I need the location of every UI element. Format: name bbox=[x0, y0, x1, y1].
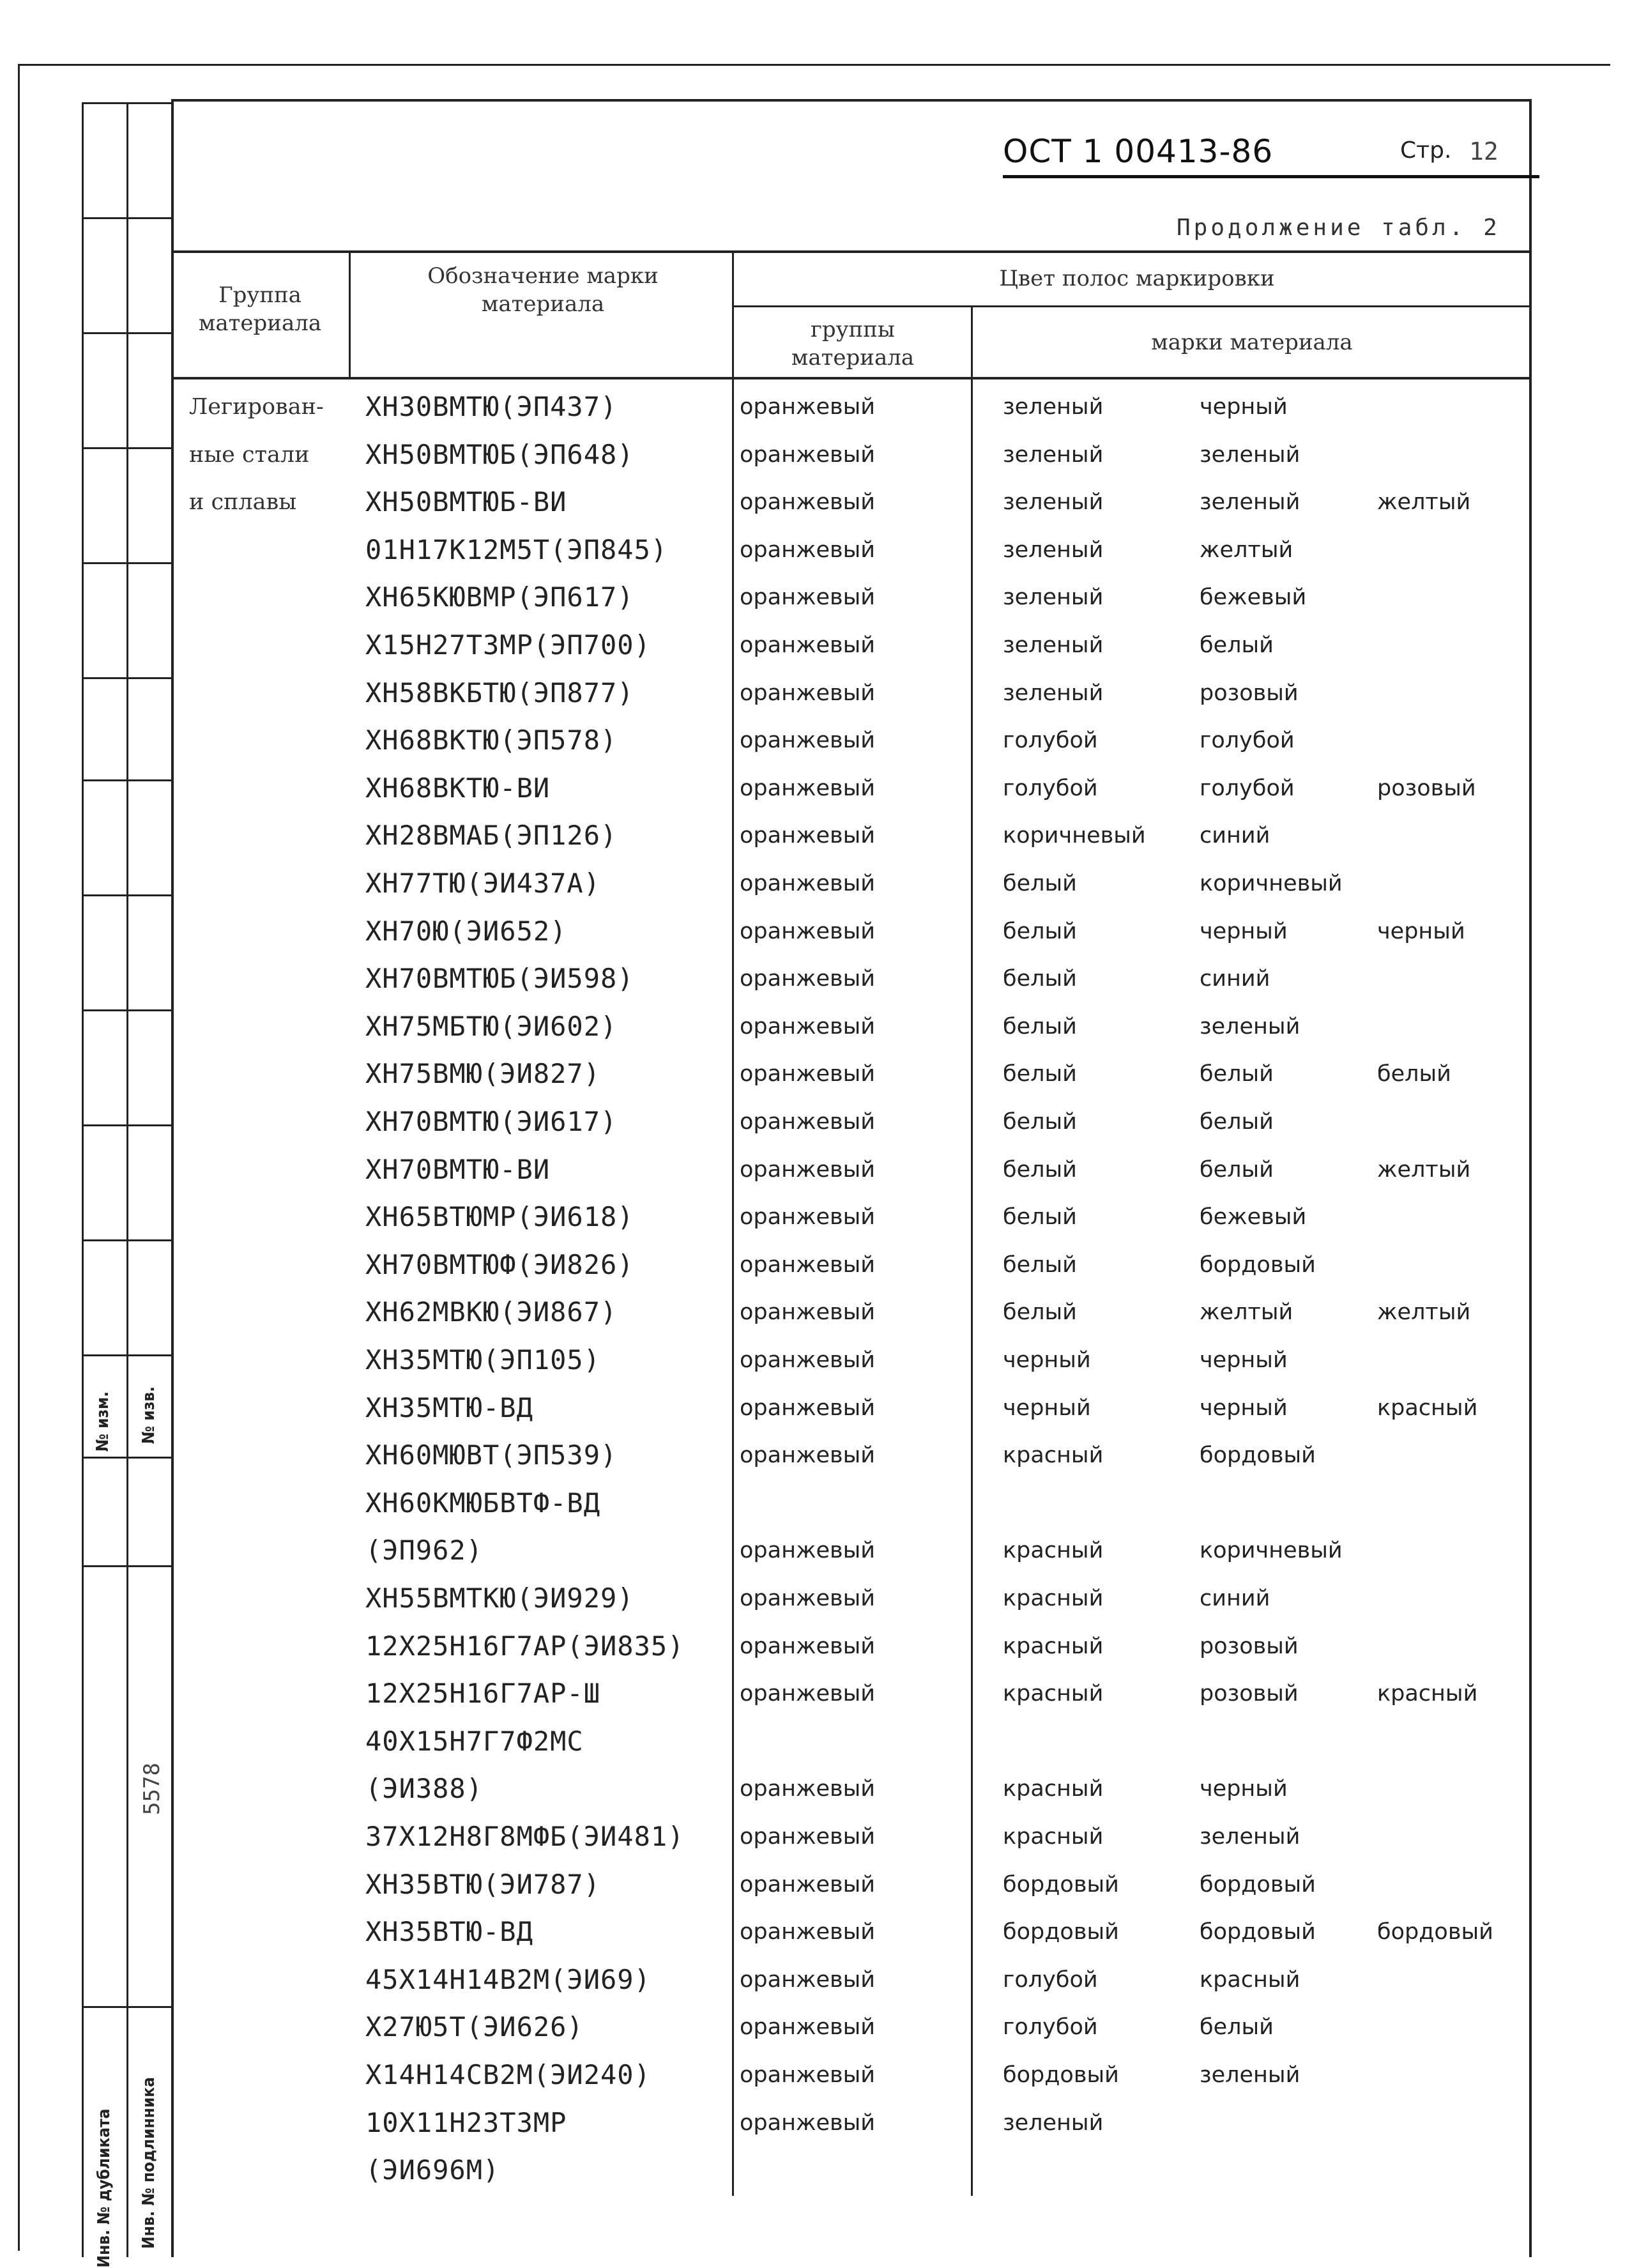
grade-color-1: красный bbox=[1003, 1586, 1104, 1611]
grade-color-2: желтый bbox=[1200, 537, 1293, 563]
grade-color-2: белый bbox=[1200, 1156, 1274, 1183]
subheader-divider bbox=[732, 305, 1532, 307]
grade-color-2: зеленый bbox=[1200, 441, 1300, 468]
group-color: оранжевый bbox=[740, 1871, 876, 1897]
grade-color-3: желтый bbox=[1377, 489, 1471, 516]
table-row bbox=[0, 1861, 1632, 1908]
header-grade-color: марки материала bbox=[1151, 330, 1353, 355]
table-row bbox=[0, 1908, 1632, 1956]
table-row bbox=[0, 1956, 1632, 2004]
table-row bbox=[0, 1480, 1632, 1527]
table-row bbox=[0, 1289, 1632, 1336]
grade-color-2: бордовый bbox=[1200, 1443, 1316, 1469]
table-row bbox=[0, 1527, 1632, 1574]
grade-color-1: красный bbox=[1003, 1776, 1104, 1802]
grade-color-3: желтый bbox=[1377, 1156, 1471, 1183]
group-color: оранжевый bbox=[740, 1633, 876, 1659]
group-color: оранжевый bbox=[740, 2014, 876, 2041]
group-color: оранжевый bbox=[740, 1347, 876, 1373]
grade-color-3: черный bbox=[1377, 918, 1465, 944]
group-color: оранжевый bbox=[740, 1586, 876, 1611]
grade-color-1: голубой bbox=[1003, 728, 1098, 754]
grade-color-1: голубой bbox=[1003, 2014, 1098, 2041]
grade-color-1: зеленый bbox=[1003, 2110, 1104, 2136]
group-color: оранжевый bbox=[740, 1776, 876, 1802]
group-color: оранжевый bbox=[740, 394, 876, 420]
page-number: 12 bbox=[1469, 137, 1499, 165]
material-grade: ХН70ВМТЮ-ВИ bbox=[365, 1153, 551, 1185]
header-underline bbox=[1003, 175, 1539, 178]
material-grade: ХН65КЮВМР(ЭП617) bbox=[365, 581, 634, 613]
group-color: оранжевый bbox=[740, 2062, 876, 2088]
table-continuation-caption: Продолжение табл. 2 bbox=[1177, 215, 1500, 241]
material-grade: 01Н17К12М5Т(ЭП845) bbox=[365, 533, 668, 565]
page-label: Стр. bbox=[1400, 137, 1452, 164]
grade-color-1: красный bbox=[1003, 1633, 1104, 1659]
grade-color-2: желтый bbox=[1200, 1299, 1293, 1326]
table-row bbox=[0, 1193, 1632, 1241]
group-color: оранжевый bbox=[740, 441, 876, 468]
grade-color-2: бордовый bbox=[1200, 1252, 1316, 1278]
grade-color-1: белый bbox=[1003, 1061, 1077, 1087]
material-grade: ХН50ВМТЮБ(ЭП648) bbox=[365, 438, 634, 470]
grade-color-2: розовый bbox=[1200, 1633, 1299, 1659]
material-grade: ХН35МТЮ-ВД bbox=[365, 1391, 533, 1423]
table-row bbox=[0, 383, 1632, 431]
grade-color-1: голубой bbox=[1003, 1966, 1098, 1993]
grade-color-1: зеленый bbox=[1003, 489, 1104, 516]
table-row bbox=[0, 526, 1632, 574]
material-grade: ХН70ВМТЮФ(ЭИ826) bbox=[365, 1248, 634, 1280]
table-row bbox=[0, 2051, 1632, 2099]
header-group: Группа материала bbox=[198, 282, 322, 336]
group-color: оранжевый bbox=[740, 1156, 876, 1183]
group-color: оранжевый bbox=[740, 680, 876, 706]
grade-color-2: розовый bbox=[1200, 680, 1299, 706]
grade-color-1: белый bbox=[1003, 1204, 1077, 1230]
table-row bbox=[0, 1813, 1632, 1860]
change-number-label: № изм. bbox=[93, 1391, 112, 1452]
grade-color-2: черный bbox=[1200, 918, 1288, 944]
grade-color-2: зеленый bbox=[1200, 1013, 1300, 1039]
table-row bbox=[0, 860, 1632, 907]
table-row bbox=[0, 1670, 1632, 1717]
grade-color-2: розовый bbox=[1200, 1681, 1299, 1707]
grade-color-1: белый bbox=[1003, 1299, 1077, 1326]
material-grade: ХН58ВКБТЮ(ЭП877) bbox=[365, 677, 634, 709]
material-grade: ХН60КМЮБВТФ-ВД bbox=[365, 1487, 601, 1519]
group-color: оранжевый bbox=[740, 728, 876, 754]
group-color: оранжевый bbox=[740, 1443, 876, 1469]
header-grade: Обозначение марки материала bbox=[427, 263, 659, 317]
grade-color-2: белый bbox=[1200, 2014, 1274, 2041]
grade-color-2: синий bbox=[1200, 823, 1270, 849]
grade-color-2: зеленый bbox=[1200, 489, 1300, 516]
group-color: оранжевый bbox=[740, 871, 876, 896]
group-color: оранжевый bbox=[740, 1061, 876, 1087]
grade-color-1: зеленый bbox=[1003, 680, 1104, 706]
group-color: оранжевый bbox=[740, 1395, 876, 1421]
grade-color-1: белый bbox=[1003, 871, 1077, 896]
material-grade: 12Х25Н16Г7АР(ЭИ835) bbox=[365, 1630, 685, 1662]
group-color: оранжевый bbox=[740, 1538, 876, 1564]
material-grade: 10Х11Н23Т3МР bbox=[365, 2106, 567, 2138]
group-color: оранжевый bbox=[740, 1013, 876, 1039]
grade-color-1: голубой bbox=[1003, 775, 1098, 801]
grade-color-3: розовый bbox=[1377, 775, 1476, 801]
table-row bbox=[0, 1575, 1632, 1622]
table-row bbox=[0, 1623, 1632, 1670]
table-top-border bbox=[171, 250, 1532, 253]
material-grade: Х15Н27Т3МР(ЭП700) bbox=[365, 629, 651, 661]
group-color: оранжевый bbox=[740, 1966, 876, 1993]
grade-color-2: белый bbox=[1200, 1061, 1274, 1087]
material-grade: ХН28ВМАБ(ЭП126) bbox=[365, 820, 618, 852]
original-inventory-label: Инв. № подлинника bbox=[139, 2077, 158, 2249]
material-grade: ХН65ВТЮМР(ЭИ618) bbox=[365, 1201, 634, 1233]
grade-color-1: красный bbox=[1003, 1538, 1104, 1564]
grade-color-1: зеленый bbox=[1003, 537, 1104, 563]
table-row bbox=[0, 1337, 1632, 1384]
duplicate-inventory-label: Инв. № дубликата bbox=[95, 2108, 114, 2268]
grade-color-1: красный bbox=[1003, 1824, 1104, 1850]
material-grade: 37Х12Н8Г8МФБ(ЭИ481) bbox=[365, 1821, 685, 1852]
group-cell: Легирован- bbox=[189, 394, 324, 420]
material-grade: 12Х25Н16Г7АР-Ш bbox=[365, 1678, 601, 1710]
group-color: оранжевый bbox=[740, 537, 876, 563]
material-grade: 40Х15Н7Г7Ф2МС bbox=[365, 1725, 584, 1757]
grade-color-1: бордовый bbox=[1003, 2062, 1119, 2088]
table-row bbox=[0, 1003, 1632, 1050]
material-grade: ХН75МБТЮ(ЭИ602) bbox=[365, 1010, 618, 1042]
group-cell: ные стали bbox=[189, 441, 310, 468]
material-grade: ХН75ВМЮ(ЭИ827) bbox=[365, 1058, 601, 1090]
table-row bbox=[0, 1432, 1632, 1479]
grade-color-3: красный bbox=[1377, 1395, 1478, 1421]
table-row bbox=[0, 1241, 1632, 1289]
grade-color-1: белый bbox=[1003, 1109, 1077, 1135]
grade-color-2: синий bbox=[1200, 966, 1270, 992]
group-color: оранжевый bbox=[740, 918, 876, 944]
group-color: оранжевый bbox=[740, 1681, 876, 1707]
grade-color-3: белый bbox=[1377, 1061, 1451, 1087]
table-row bbox=[0, 717, 1632, 764]
group-color: оранжевый bbox=[740, 632, 876, 658]
grade-color-3: бордовый bbox=[1377, 1919, 1493, 1945]
material-grade: ХН68ВКТЮ-ВИ bbox=[365, 772, 551, 804]
material-grade: ХН70ВМТЮ(ЭИ617) bbox=[365, 1106, 618, 1137]
grade-color-1: зеленый bbox=[1003, 394, 1104, 420]
grade-color-1: белый bbox=[1003, 1156, 1077, 1183]
group-color: оранжевый bbox=[740, 966, 876, 992]
grade-color-1: зеленый bbox=[1003, 632, 1104, 658]
grade-color-1: зеленый bbox=[1003, 441, 1104, 468]
group-cell: и сплавы bbox=[189, 489, 297, 516]
grade-color-1: красный bbox=[1003, 1443, 1104, 1469]
header-group-color: группы материала bbox=[791, 317, 915, 371]
grade-color-2: белый bbox=[1200, 632, 1274, 658]
table-row bbox=[0, 1098, 1632, 1145]
grade-color-2: бежевый bbox=[1200, 1204, 1307, 1230]
notice-number-label: № изв. bbox=[139, 1386, 158, 1444]
material-grade: ХН70Ю(ЭИ652) bbox=[365, 915, 567, 947]
table-row bbox=[0, 765, 1632, 812]
grade-color-1: бордовый bbox=[1003, 1871, 1119, 1897]
grade-color-1: коричневый bbox=[1003, 823, 1146, 849]
grade-color-2: черный bbox=[1200, 1776, 1288, 1802]
grade-color-2: зеленый bbox=[1200, 2062, 1300, 2088]
grade-color-2: бордовый bbox=[1200, 1871, 1316, 1897]
grade-color-2: зеленый bbox=[1200, 1824, 1300, 1850]
group-color: оранжевый bbox=[740, 775, 876, 801]
document-number: ОСТ 1 00413-86 bbox=[1003, 133, 1274, 170]
group-color: оранжевый bbox=[740, 2110, 876, 2136]
material-grade: (ЭИ388) bbox=[365, 1773, 484, 1805]
table-row bbox=[0, 955, 1632, 1002]
material-grade: (ЭИ696М) bbox=[365, 2154, 500, 2186]
grade-color-1: белый bbox=[1003, 918, 1077, 944]
grade-color-2: коричневый bbox=[1200, 871, 1343, 896]
grade-color-1: белый bbox=[1003, 1252, 1077, 1278]
grade-color-1: черный bbox=[1003, 1347, 1091, 1373]
material-grade: 45Х14Н14В2М(ЭИ69) bbox=[365, 1963, 651, 1995]
table-row bbox=[0, 1718, 1632, 1765]
material-grade: (ЭП962) bbox=[365, 1535, 484, 1567]
grade-color-3: красный bbox=[1377, 1681, 1478, 1707]
header-bottom-border bbox=[171, 377, 1532, 379]
table-row bbox=[0, 812, 1632, 859]
header-marking-color: Цвет полос маркировки bbox=[999, 266, 1275, 291]
table-row bbox=[0, 1765, 1632, 1812]
material-grade: ХН68ВКТЮ(ЭП578) bbox=[365, 724, 618, 756]
grade-color-1: бордовый bbox=[1003, 1919, 1119, 1945]
grade-color-1: зеленый bbox=[1003, 585, 1104, 611]
material-grade: ХН35ВТЮ(ЭИ787) bbox=[365, 1868, 601, 1900]
group-color: оранжевый bbox=[740, 1109, 876, 1135]
table-row bbox=[0, 2004, 1632, 2051]
group-color: оранжевый bbox=[740, 585, 876, 611]
grade-color-2: голубой bbox=[1200, 728, 1295, 754]
grade-color-2: бордовый bbox=[1200, 1919, 1316, 1945]
material-grade: Х14Н14СВ2М(ЭИ240) bbox=[365, 2059, 651, 2090]
grade-color-1: белый bbox=[1003, 1013, 1077, 1039]
material-grade: ХН35ВТЮ-ВД bbox=[365, 1916, 533, 1948]
table-row bbox=[0, 2147, 1632, 2194]
material-grade: ХН77ТЮ(ЭИ437А) bbox=[365, 868, 601, 899]
material-grade: ХН30ВМТЮ(ЭП437) bbox=[365, 391, 618, 422]
grade-color-2: черный bbox=[1200, 394, 1288, 420]
table-row bbox=[0, 2099, 1632, 2147]
table-row bbox=[0, 574, 1632, 621]
table-row bbox=[0, 670, 1632, 717]
group-color: оранжевый bbox=[740, 1252, 876, 1278]
group-color: оранжевый bbox=[740, 1824, 876, 1850]
grade-color-3: желтый bbox=[1377, 1299, 1471, 1326]
table-row bbox=[0, 1050, 1632, 1098]
group-color: оранжевый bbox=[740, 1204, 876, 1230]
grade-color-1: черный bbox=[1003, 1395, 1091, 1421]
group-color: оранжевый bbox=[740, 1299, 876, 1326]
material-grade: ХН70ВМТЮБ(ЭИ598) bbox=[365, 963, 634, 995]
table-row bbox=[0, 1384, 1632, 1432]
material-grade: Х27Ю5Т(ЭИ626) bbox=[365, 2011, 584, 2043]
group-color: оранжевый bbox=[740, 489, 876, 516]
grade-color-1: красный bbox=[1003, 1681, 1104, 1707]
grade-column-divider bbox=[349, 252, 351, 378]
grade-color-2: красный bbox=[1200, 1966, 1300, 1993]
table-row bbox=[0, 622, 1632, 669]
grade-color-2: синий bbox=[1200, 1586, 1270, 1611]
grade-color-2: белый bbox=[1200, 1109, 1274, 1135]
table-row bbox=[0, 908, 1632, 955]
original-inventory-number: 5578 bbox=[139, 1763, 165, 1815]
table-row bbox=[0, 431, 1632, 479]
grade-color-1: белый bbox=[1003, 966, 1077, 992]
grade-color-2: черный bbox=[1200, 1347, 1288, 1373]
grade-color-2: голубой bbox=[1200, 775, 1295, 801]
material-grade: ХН55ВМТКЮ(ЭИ929) bbox=[365, 1582, 634, 1614]
material-grade: ХН60МЮВТ(ЭП539) bbox=[365, 1439, 618, 1471]
material-grade: ХН62МВКЮ(ЭИ867) bbox=[365, 1296, 618, 1328]
group-color: оранжевый bbox=[740, 823, 876, 849]
grade-color-2: черный bbox=[1200, 1395, 1288, 1421]
material-grade: ХН50ВМТЮБ-ВИ bbox=[365, 486, 567, 518]
table-row bbox=[0, 479, 1632, 526]
group-color: оранжевый bbox=[740, 1919, 876, 1945]
table-row bbox=[0, 1146, 1632, 1193]
material-grade: ХН35МТЮ(ЭП105) bbox=[365, 1344, 601, 1375]
grade-color-2: коричневый bbox=[1200, 1538, 1343, 1564]
grade-color-2: бежевый bbox=[1200, 585, 1307, 611]
